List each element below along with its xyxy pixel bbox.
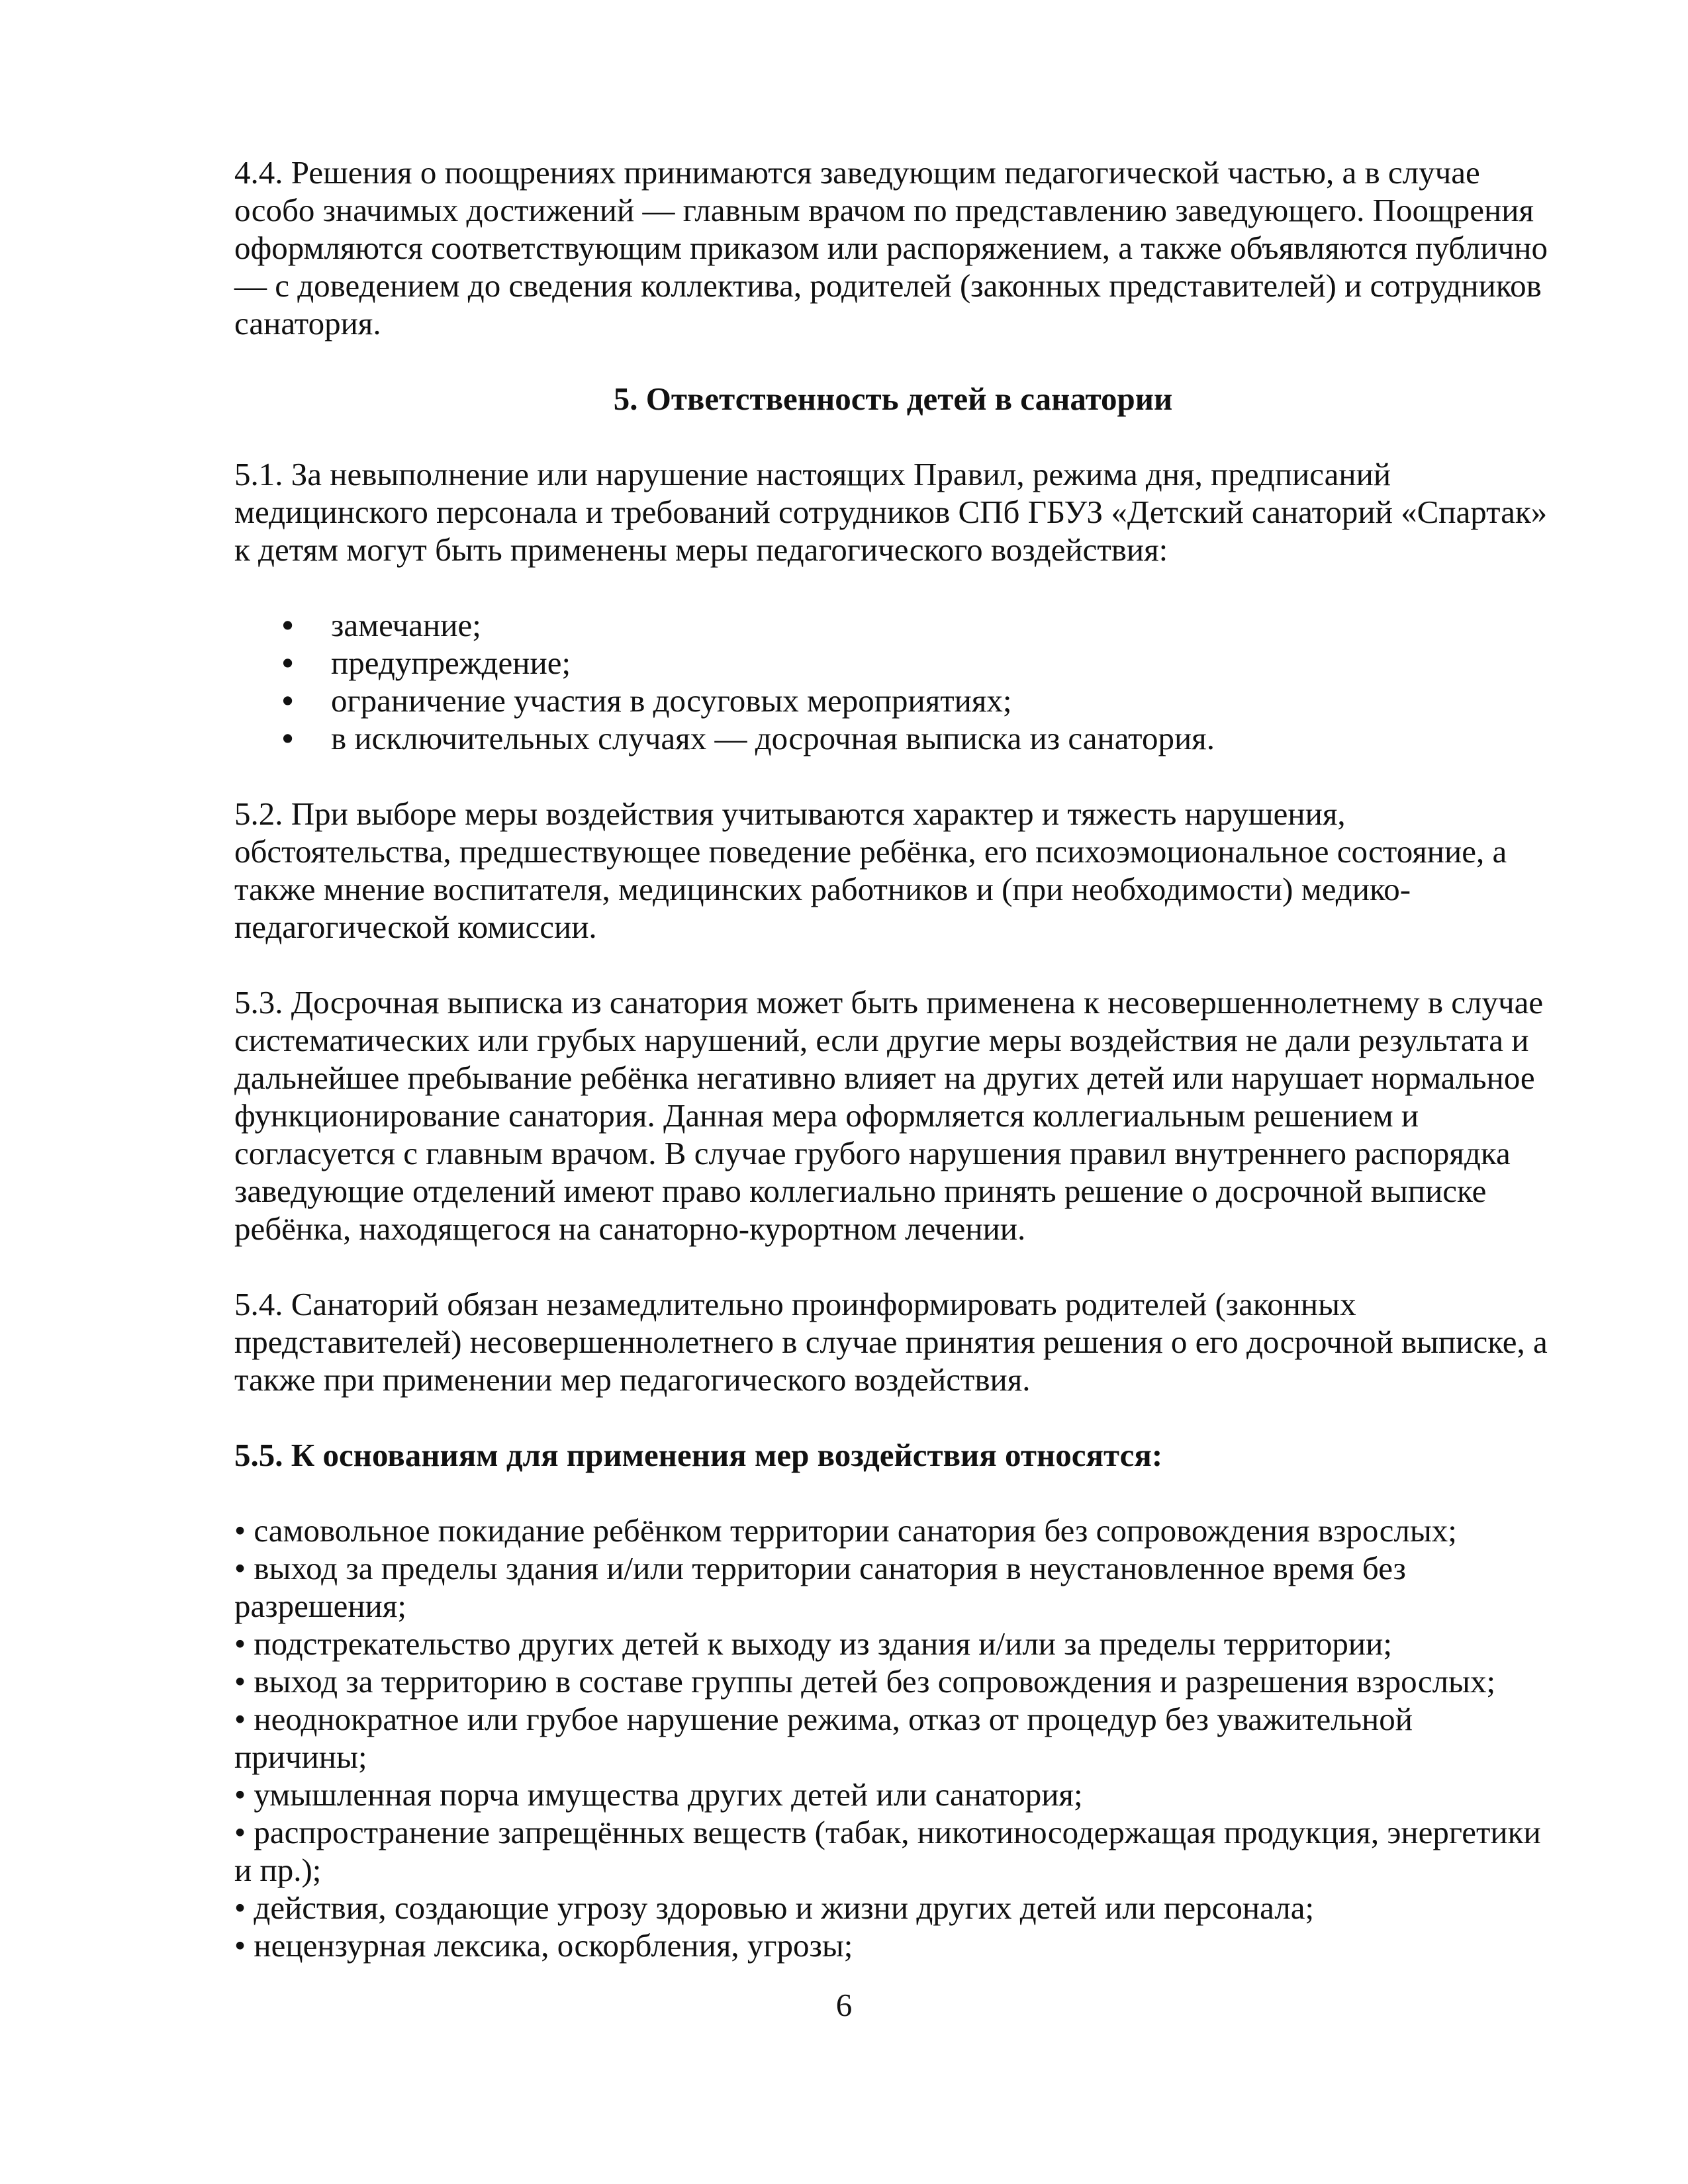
bullet-icon: • <box>282 645 294 681</box>
list-item-text: ограничение участия в досуговых мероприятиях; <box>331 682 1012 719</box>
list-item: • распространение запрещённых веществ (табак, никотиносодержащая продукция, энергетики и пр.); <box>234 1814 1541 1888</box>
list-item: • подстрекательство других детей к выходу из здания и/или за пределы территории; <box>234 1625 1392 1662</box>
section-5-5-heading: 5.5. К основаниям для применения мер воздействия относятся: <box>234 1437 1163 1473</box>
list-item: • выход за пределы здания и/или территории санатория в неустановленное время без разрешения; <box>234 1550 1406 1624</box>
list-item <box>234 606 1552 644</box>
paragraph-5-1: 5.1. За невыполнение или нарушение настоящих Правил, режима дня, предписаний медицинского персонала и требований сотрудников СПб ГБУЗ «Детский санаторий «Спартак» к детям могут быть применены меры педагогического воздействия: <box>234 456 1548 568</box>
list-item-text: замечание; <box>331 607 481 643</box>
paragraph-5-3: 5.3. Досрочная выписка из санатория может быть применена к несовершеннолетнему в случае систематических или грубых нарушений, если другие меры воздействия не дали результата и дальнейшее пребывание ребёнка негативно влияет на других детей или нарушает нормальное функционирование санатория. Данная мера оформляется коллегиальным решением и согласуется с главным врачом. В случае грубого нарушения правил внутреннего распорядка заведующие отделений имеют право коллегиально принять решение о досрочной выписке ребёнка, находящегося на санаторно-курортном лечении. <box>234 984 1544 1247</box>
list-item: • действия, создающие угрозу здоровью и жизни других детей или персонала; <box>234 1889 1315 1926</box>
list-item <box>234 644 1552 682</box>
bullet-icon: • <box>282 607 294 643</box>
bullet-icon: • <box>282 682 294 719</box>
list-item: • неоднократное или грубое нарушение режима, отказ от процедур без уважительной причины; <box>234 1701 1413 1775</box>
page-number: 6 <box>835 1987 853 2023</box>
list-item: • нецензурная лексика, оскорбления, угрозы; <box>234 1927 853 1964</box>
list-item <box>234 719 1552 757</box>
paragraph-5-2: 5.2. При выборе меры воздействия учитываются характер и тяжесть нарушения, обстоятельства, предшествующее поведение ребёнка, его психоэмоциональное состояние, а также мнение воспитателя, медицинских работников и (при необходимости) медико-педагогической комиссии. <box>234 796 1507 945</box>
measures-list <box>234 606 1552 757</box>
paragraph-4-4: 4.4. Решения о поощрениях принимаются заведующим педагогической частью, а в случае особо значимых достижений — главным врачом по представлению заведующего. Поощрения оформляются соответствующим приказом или распоряжением, а также объявляются публично — с доведением до сведения коллектива, родителей (законных представителей) и сотрудников санатория. <box>234 154 1548 341</box>
paragraph-5-4: 5.4. Санаторий обязан незамедлительно проинформировать родителей (законных представителей) несовершеннолетнего в случае принятия решения о его досрочной выписке, а также при применении мер педагогического воздействия. <box>234 1286 1548 1398</box>
bullet-icon: • <box>282 720 294 756</box>
grounds-list <box>234 1512 1552 1964</box>
document-page <box>234 154 1552 1964</box>
list-item <box>234 682 1552 719</box>
list-item: • умышленная порча имущества других детей или санатория; <box>234 1776 1083 1813</box>
list-item: • выход за территорию в составе группы детей без сопровождения и разрешения взрослых; <box>234 1663 1496 1700</box>
list-item-text: предупреждение; <box>331 645 571 681</box>
list-item: • самовольное покидание ребёнком территории санатория без сопровождения взрослых; <box>234 1512 1457 1549</box>
list-item-text: в исключительных случаях — досрочная выписка из санатория. <box>331 720 1215 756</box>
section-5-heading: 5. Ответственность детей в санатории <box>613 381 1173 417</box>
